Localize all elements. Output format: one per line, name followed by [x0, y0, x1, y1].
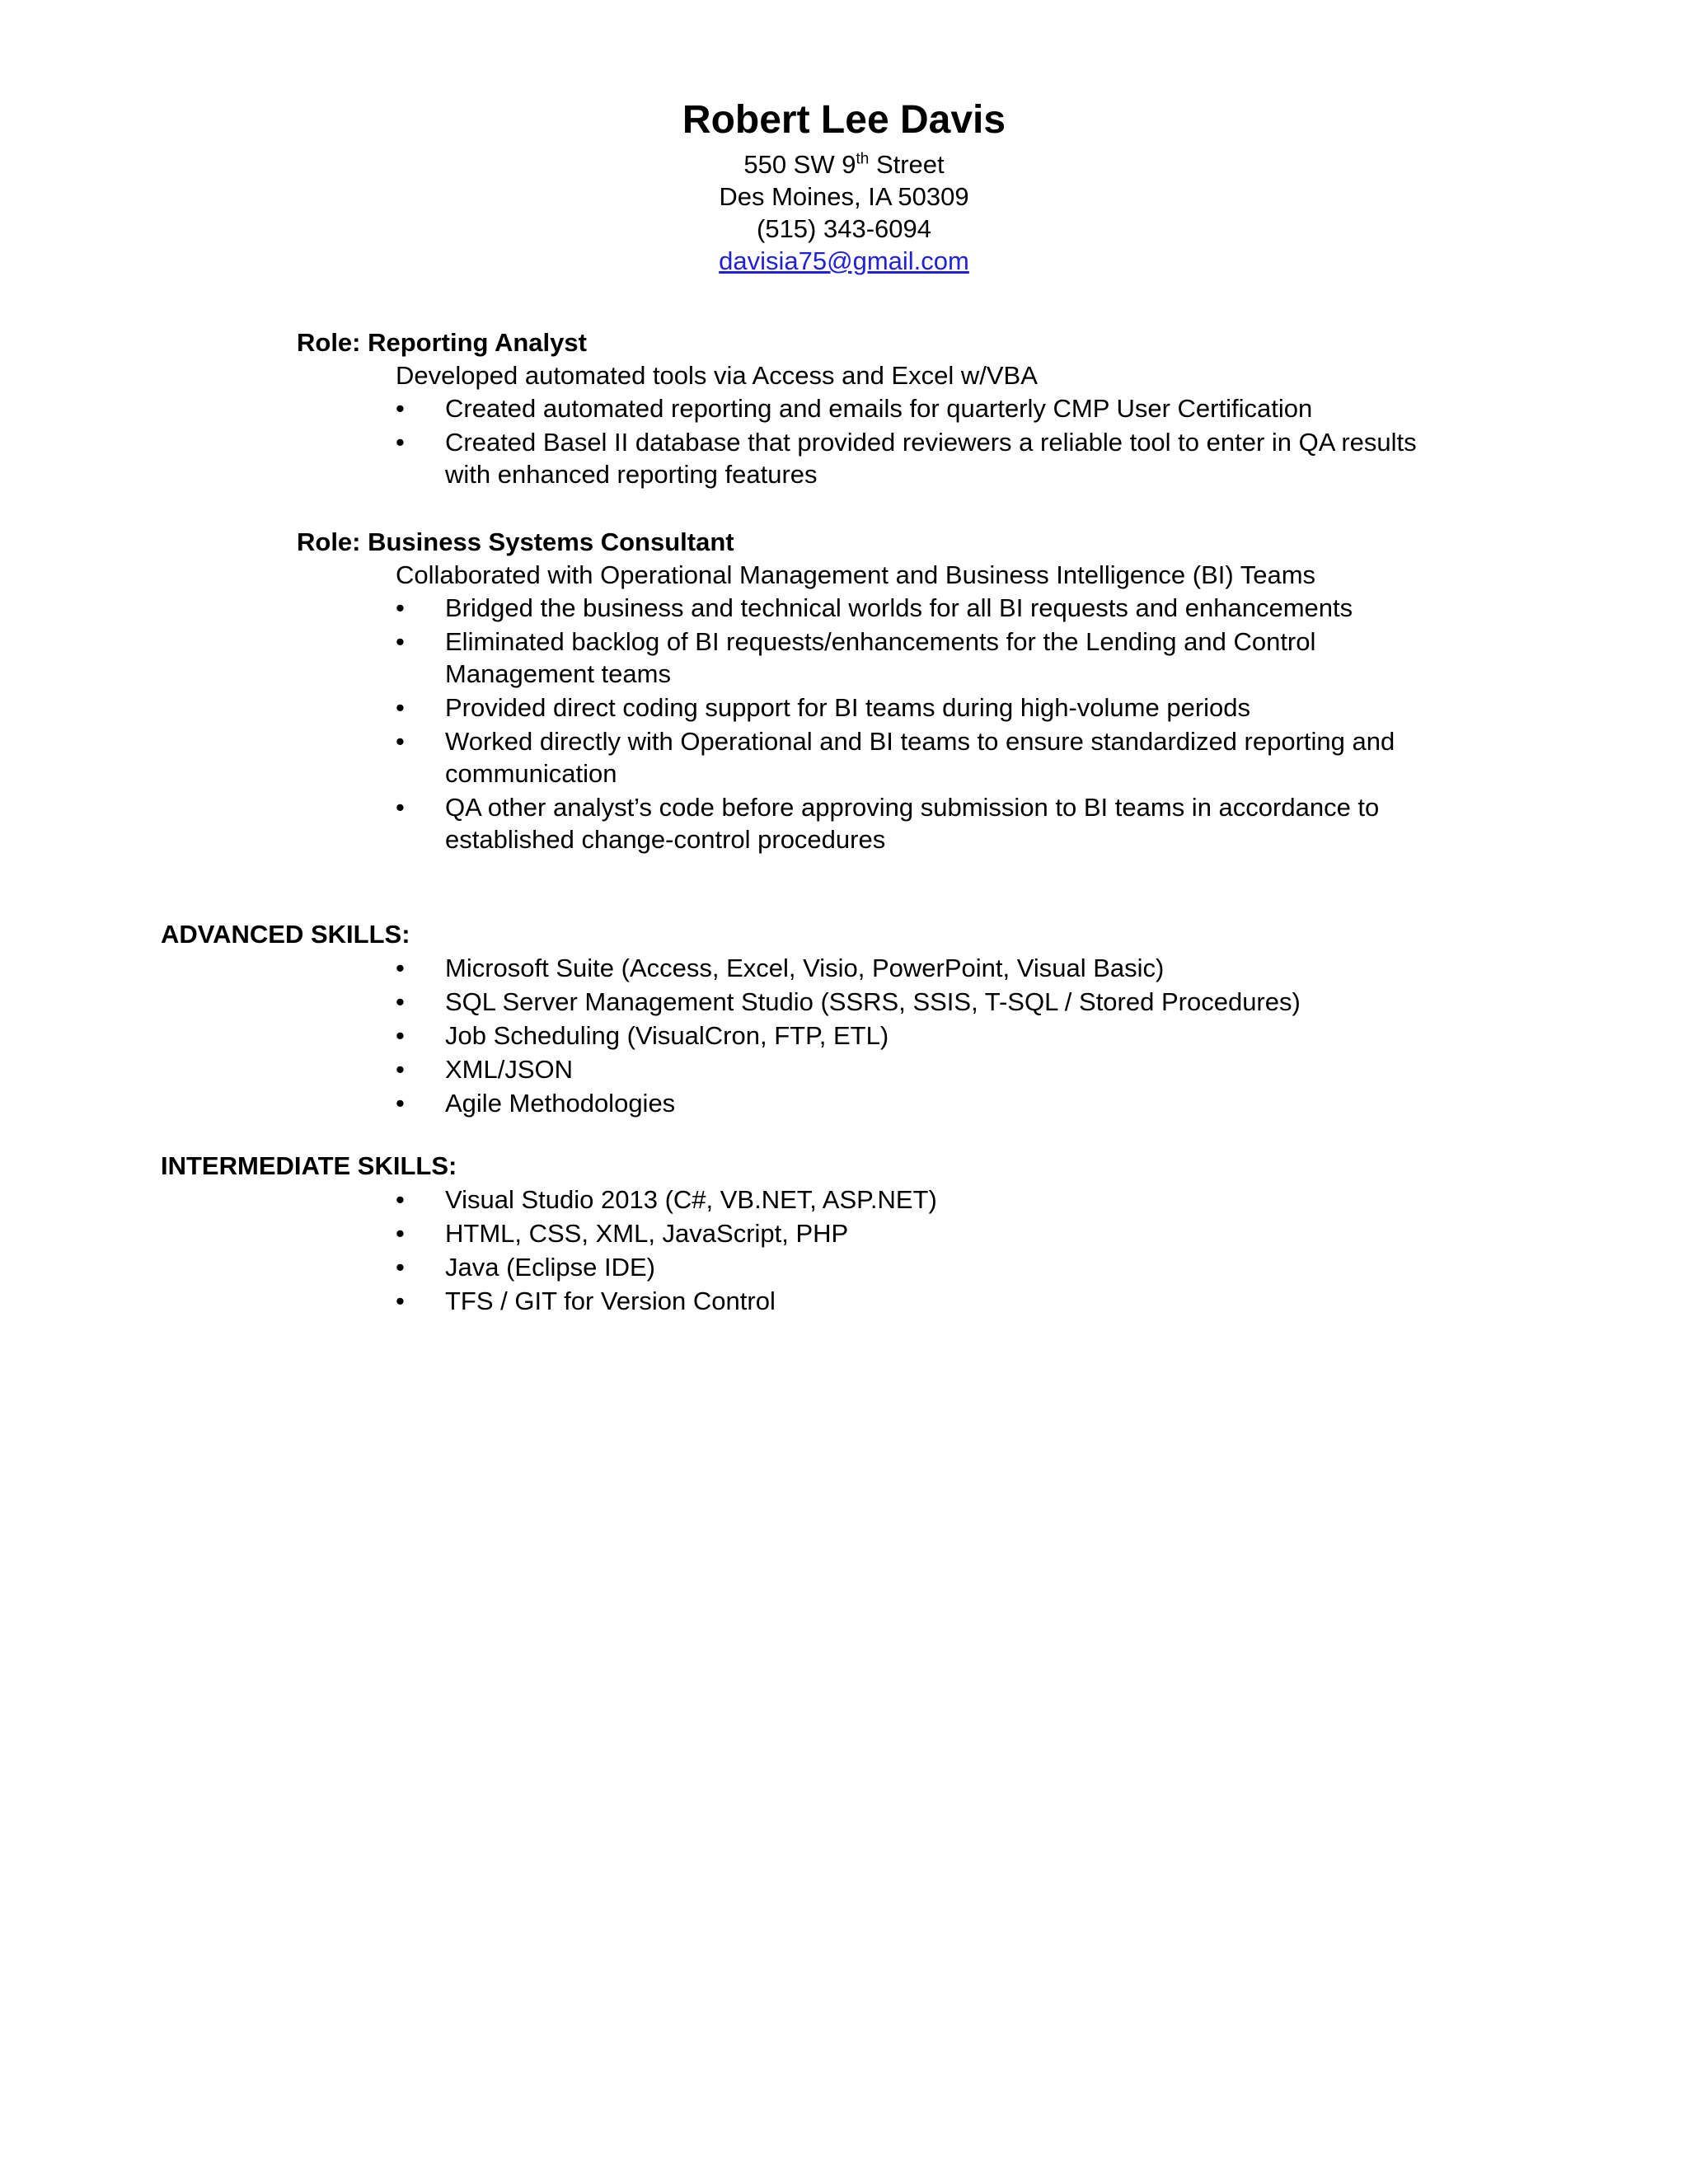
- bullet-icon: •: [396, 1021, 405, 1050]
- list-item: [396, 986, 1467, 1018]
- list-item: [396, 691, 1467, 724]
- bullet-icon: •: [396, 954, 405, 982]
- bullet-text: QA other analyst’s code before approving submission to BI teams in accordance to established change-control procedures: [445, 793, 1380, 854]
- list-item: [396, 1251, 1467, 1283]
- intermediate-skills-heading: INTERMEDIATE SKILLS:: [161, 1151, 457, 1180]
- list-item: [396, 592, 1467, 624]
- email-line: [0, 245, 1688, 277]
- advanced-skills-heading: ADVANCED SKILLS:: [161, 920, 410, 949]
- bullet-text: Created automated reporting and emails for quarterly CMP User Certification: [445, 394, 1313, 423]
- resume-header: [0, 92, 1688, 277]
- intermediate-skills-list: [396, 1183, 1467, 1319]
- role-summary-business-systems-consultant: Collaborated with Operational Management and Business Intelligence (BI) Teams: [396, 560, 1316, 589]
- bullet-text: Bridged the business and technical worlds for all BI requests and enhancements: [445, 593, 1353, 622]
- bullet-icon: •: [396, 1286, 405, 1315]
- skill-text: XML/JSON: [445, 1055, 574, 1084]
- bullet-icon: •: [396, 693, 405, 722]
- skill-text: SQL Server Management Studio (SSRS, SSIS, T-SQL / Stored Procedures): [445, 987, 1301, 1016]
- phone-number: (515) 343-6094: [757, 214, 931, 243]
- bullet-icon: •: [396, 593, 405, 622]
- bullet-icon: •: [396, 1219, 405, 1248]
- advanced-skills-list: [396, 952, 1467, 1121]
- address-street-name: Street: [869, 150, 945, 179]
- list-item: [396, 1019, 1467, 1052]
- list-item: [396, 1087, 1467, 1119]
- bullet-icon: •: [396, 1185, 405, 1214]
- bullet-text: Created Basel II database that provided reviewers a reliable tool to enter in QA results with enhanced reporting features: [445, 428, 1417, 489]
- bullet-icon: •: [396, 1089, 405, 1118]
- bullet-icon: •: [396, 793, 405, 822]
- list-item: [396, 626, 1467, 690]
- candidate-name: Robert Lee Davis: [682, 98, 1006, 142]
- list-item: [396, 392, 1467, 424]
- bullet-icon: •: [396, 1055, 405, 1084]
- skill-text: HTML, CSS, XML, JavaScript, PHP: [445, 1219, 849, 1248]
- skill-text: Microsoft Suite (Access, Excel, Visio, PowerPoint, Visual Basic): [445, 954, 1165, 982]
- skill-text: TFS / GIT for Version Control: [445, 1286, 776, 1315]
- list-item: [396, 952, 1467, 984]
- list-item: [396, 791, 1467, 855]
- role-heading-business-systems-consultant: Role: Business Systems Consultant: [297, 527, 734, 556]
- role-bullets-reporting-analyst: [396, 392, 1467, 492]
- bullet-icon: •: [396, 987, 405, 1016]
- email-link[interactable]: davisia75@gmail.com: [719, 246, 969, 275]
- role-summary-reporting-analyst: Developed automated tools via Access and Excel w/VBA: [396, 361, 1038, 390]
- address-city: Des Moines, IA 50309: [719, 182, 969, 211]
- bullet-icon: •: [396, 727, 405, 756]
- address-street-number: 550 SW 9: [743, 150, 856, 179]
- list-item: [396, 725, 1467, 790]
- bullet-icon: •: [396, 627, 405, 656]
- skill-text: Agile Methodologies: [445, 1089, 676, 1118]
- list-item: [396, 426, 1467, 490]
- bullet-text: Worked directly with Operational and BI teams to ensure standardized reporting and communication: [445, 727, 1395, 788]
- bullet-icon: •: [396, 428, 405, 457]
- bullet-text: Eliminated backlog of BI requests/enhancements for the Lending and Control Management teams: [445, 627, 1316, 688]
- skill-text: Job Scheduling (VisualCron, FTP, ETL): [445, 1021, 889, 1050]
- role-bullets-business-systems-consultant: [396, 592, 1467, 857]
- bullet-text: Provided direct coding support for BI teams during high-volume periods: [445, 693, 1251, 722]
- list-item: [396, 1053, 1467, 1085]
- address-street: [0, 148, 1688, 180]
- list-item: [396, 1285, 1467, 1317]
- skill-text: Visual Studio 2013 (C#, VB.NET, ASP.NET): [445, 1185, 937, 1214]
- bullet-icon: •: [396, 1253, 405, 1282]
- list-item: [396, 1183, 1467, 1216]
- bullet-icon: •: [396, 394, 405, 423]
- address-ordinal-suffix: th: [856, 150, 870, 168]
- list-item: [396, 1217, 1467, 1249]
- skill-text: Java (Eclipse IDE): [445, 1253, 655, 1282]
- role-heading-reporting-analyst: Role: Reporting Analyst: [297, 328, 587, 357]
